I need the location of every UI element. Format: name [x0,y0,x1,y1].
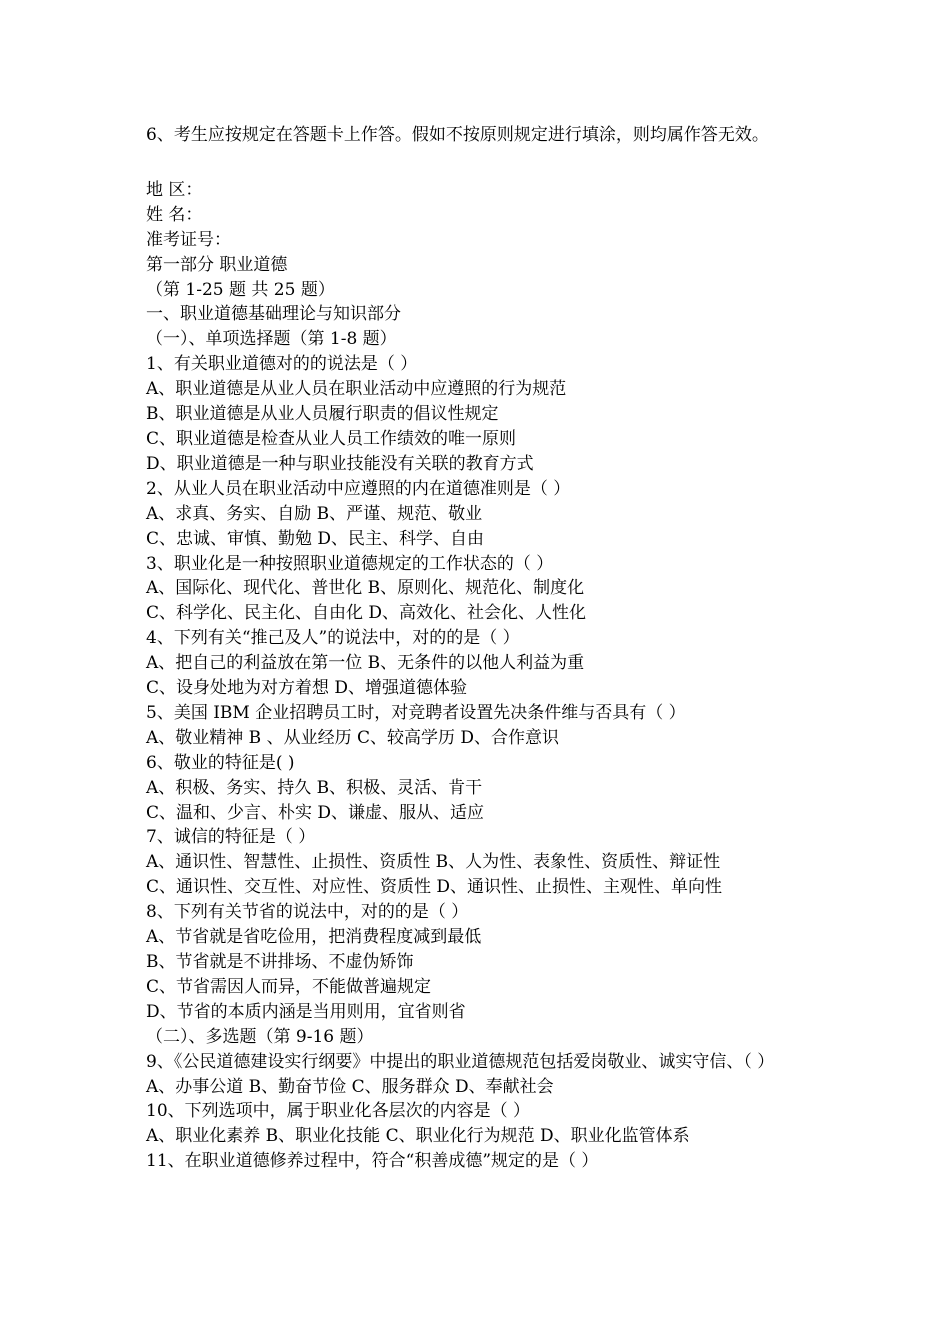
question-8-option-a: A、节省就是省吃俭用，把消费程度减到最低 [146,927,482,948]
question-1-option-b: B、职业道德是从业人员履行职责的倡议性规定 [146,404,499,425]
question-6: 6、敬业的特征是( ) [146,752,295,773]
region-label: 地 区： [146,179,203,200]
question-2-options-ab: A、求真、务实、自励 B、严谨、规范、敬业 [146,503,483,524]
question-1-option-c: C、职业道德是检查从业人员工作绩效的唯一原则 [146,428,517,449]
question-3-options-cd: C、科学化、民主化、自由化 D、高效化、社会化、人性化 [146,603,587,624]
question-4: 4、下列有关“推己及人”的说法中，对的的是（ ） [146,628,520,649]
question-11: 11、在职业道德修养过程中，符合“积善成德”规定的是（ ） [146,1151,599,1172]
question-9-options: A、办事公道 B、勤奋节俭 C、服务群众 D、奉献社会 [146,1076,554,1097]
question-8-option-b: B、节省就是不讲排场、不虚伪矫饰 [146,952,414,972]
spacer [146,148,846,178]
question-7-options-cd: C、通识性、交互性、对应性、资质性 D、通识性、止损性、主观性、单向性 [146,877,723,898]
question-8: 8、下列有关节省的说法中，对的的是（ ） [146,902,469,923]
question-10-options: A、职业化素养 B、职业化技能 C、职业化行为规范 D、职业化监管体系 [146,1126,690,1147]
name-label: 姓 名： [146,204,203,225]
question-2-options-cd: C、忠诚、审慎、勤勉 D、民主、科学、自由 [146,528,485,549]
question-10: 10、下列选项中，属于职业化各层次的内容是（ ） [146,1101,531,1122]
question-7: 7、诚信的特征是（ ） [146,827,316,848]
question-5: 5、美国 IBM 企业招聘员工时，对竞聘者设置先决条件维与否具有（ ） [146,702,686,723]
question-5-options: A、敬业精神 B 、从业经历 C、较高学历 D、合作意识 [146,727,560,748]
question-7-options-ab: A、通识性、智慧性、止损性、资质性 B、人为性、表象性、资质性、辩证性 [146,852,721,873]
subsection-title: 一、职业道德基础理论与知识部分 [146,304,401,325]
question-2: 2、从业人员在职业活动中应遵照的内在道德准则是（ ） [146,478,571,499]
exam-instruction: 6、考生应按规定在答题卡上作答。假如不按原则规定进行填涂，则均属作答无效。 [146,125,769,145]
question-9: 9、《公民道德建设实行纲要》中提出的职业道德规范包括爱岗敬业、诚实守信、（ ） [146,1051,775,1072]
question-6-options-ab: A、积极、务实、持久 B、积极、灵活、肯干 [146,777,483,798]
question-1-option-a: A、职业道德是从业人员在职业活动中应遵照的行为规范 [146,379,567,400]
part-range: （第 1-25 题 共 25 题） [146,279,335,300]
question-6-options-cd: C、温和、少言、朴实 D、谦虚、服从、适应 [146,802,485,823]
question-3-options-ab: A、国际化、现代化、普世化 B、原则化、规范化、制度化 [146,578,585,599]
ticket-number-label: 准考证号： [146,229,231,250]
question-8-option-d: D、节省的本质内涵是当用则用，宜省则省 [146,1001,466,1022]
question-4-options-ab: A、把自己的利益放在第一位 B、无条件的以他人利益为重 [146,653,585,674]
question-4-options-cd: C、设身处地为对方着想 D、增强道德体验 [146,678,468,699]
part-title: 第一部分 职业道德 [146,254,288,275]
question-3: 3、职业化是一种按照职业道德规定的工作状态的（ ） [146,553,554,574]
question-8-option-c: C、节省需因人而异，不能做普遍规定 [146,976,432,997]
question-1-option-d: D、职业道德是一种与职业技能没有关联的教育方式 [146,453,534,474]
question-1: 1、有关职业道德对的的说法是（ ） [146,354,418,375]
multi-choice-title: （二）、多选题（第 9-16 题） [146,1026,374,1047]
document-page [146,123,846,1174]
single-choice-title: （一）、单项选择题（第 1-8 题） [146,329,397,350]
